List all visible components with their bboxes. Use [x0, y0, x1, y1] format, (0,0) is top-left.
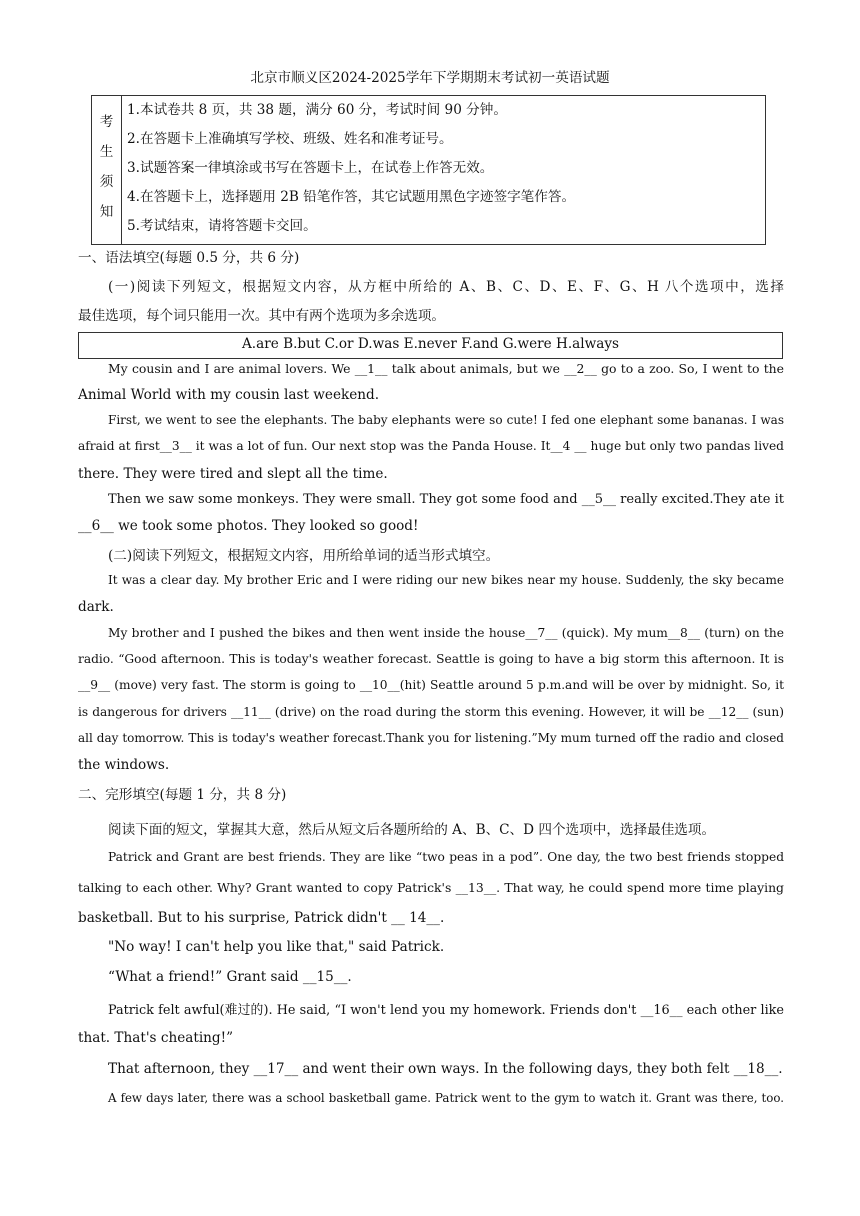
paragraph-line: basketball. But to his surprise, Patrick didn't __ 14__.	[78, 910, 445, 926]
instruction-line: 阅读下面的短文，掌握其大意，然后从短文后各题所给的 A、B、C、D 四个选项中，选择最佳选项。	[108, 822, 716, 838]
paragraph-line: radio. “Good afternoon. This is today's weather forecast. Seattle is going to have a big storm this afternoon. It is	[78, 652, 784, 666]
paragraph-line: talking to each other. Why? Grant wanted to copy Patrick's __13__. That way, he could spend more time playing	[78, 880, 784, 895]
notice-label-char: 生	[99, 144, 114, 160]
instruction-line: (一)阅读下列短文，根据短文内容，从方框中所给的 A、B、C、D、E、F、G、H 八个选项中，选择	[108, 279, 784, 295]
paragraph-line: Animal World with my cousin last weekend.	[78, 387, 380, 403]
paragraph-line: Patrick and Grant are best friends. They are like “two peas in a pod”. One day, the two best friends stopped	[108, 850, 784, 864]
instruction-line: 最佳选项，每个词只能用一次。其中有两个选项为多余选项。	[78, 308, 446, 324]
notice-label-char: 须	[99, 174, 114, 190]
paragraph-line: all day tomorrow. This is today's weather forecast.Thank you for listening.”My mum turned off the radio and closed	[78, 731, 784, 745]
paragraph-line: First, we went to see the elephants. The baby elephants were so cute! I fed one elephant some bananas. I was	[108, 413, 784, 427]
paragraph-line: Patrick felt awful(难过的). He said, “I won't lend you my homework. Friends don't __16__ each other like	[108, 1003, 784, 1018]
paragraph-line: A few days later, there was a school basketball game. Patrick went to the gym to watch it. Grant was there, too.	[108, 1091, 784, 1105]
paragraph-line: that. That's cheating!”	[78, 1030, 234, 1046]
paragraph-line: __6__ we took some photos. They looked so good!	[78, 518, 419, 534]
options-box: A.are B.but C.or D.was E.never F.and G.were H.always	[78, 332, 783, 359]
notice-label-char: 考	[99, 114, 114, 130]
exam-title: 北京市顺义区2024-2025学年下学期期末考试初一英语试题	[250, 70, 610, 86]
paragraph-line: My cousin and I are animal lovers. We __1__ talk about animals, but we __2__ go to a zoo. So, I went to the	[108, 361, 784, 376]
paragraph-line: dark.	[78, 599, 114, 615]
paragraph-line: afraid at first__3__ it was a lot of fun. Our next stop was the Panda House. It__4 __ huge but only two pandas lived	[78, 439, 784, 453]
paragraph-line: That afternoon, they __17__ and went their own ways. In the following days, they both felt __18__.	[108, 1061, 783, 1077]
paragraph-line: It was a clear day. My brother Eric and I were riding our new bikes near my house. Suddenly, the sky became	[108, 573, 784, 587]
paragraph-line: My brother and I pushed the bikes and then went inside the house__7__ (quick). My mum__8__ (turn) on the	[108, 626, 784, 640]
notice-item: 3.试题答案一律填涂或书写在答题卡上，在试卷上作答无效。	[127, 160, 494, 176]
paragraph-line: Then we saw some monkeys. They were small. They got some food and __5__ really excited.They ate it	[108, 492, 784, 507]
notice-item: 4.在答题卡上，选择题用 2B 铅笔作答，其它试题用黑色字迹签字笔作答。	[127, 189, 576, 205]
section-heading: 二、完形填空(每题 1 分，共 8 分)	[78, 787, 287, 803]
notice-item: 5.考试结束，请将答题卡交回。	[127, 218, 317, 234]
notice-label	[92, 96, 122, 244]
paragraph-line: the windows.	[78, 757, 170, 773]
notice-item: 1.本试卷共 8 页，共 38 题，满分 60 分，考试时间 90 分钟。	[127, 102, 507, 118]
section-heading: 一、语法填空(每题 0.5 分，共 6 分)	[78, 250, 300, 266]
notice-item: 2.在答题卡上准确填写学校、班级、姓名和准考证号。	[127, 131, 453, 147]
paragraph-line: "No way! I can't help you like that," said Patrick.	[108, 939, 445, 955]
paragraph-line: is dangerous for drivers __11__ (drive) on the road during the storm this evening. However, it will be __12__ (sun)	[78, 705, 784, 719]
paragraph-line: __9__ (move) very fast. The storm is going to __10__(hit) Seattle around 5 p.m.and will be over by midnight. So, it	[78, 678, 784, 692]
exam-notice-box	[91, 95, 766, 245]
notice-label-char: 知	[99, 204, 114, 220]
paragraph-line: there. They were tired and slept all the time.	[78, 466, 388, 482]
paragraph-line: “What a friend!” Grant said __15__.	[108, 969, 352, 985]
instruction-line: (二)阅读下列短文，根据短文内容，用所给单词的适当形式填空。	[108, 548, 500, 564]
